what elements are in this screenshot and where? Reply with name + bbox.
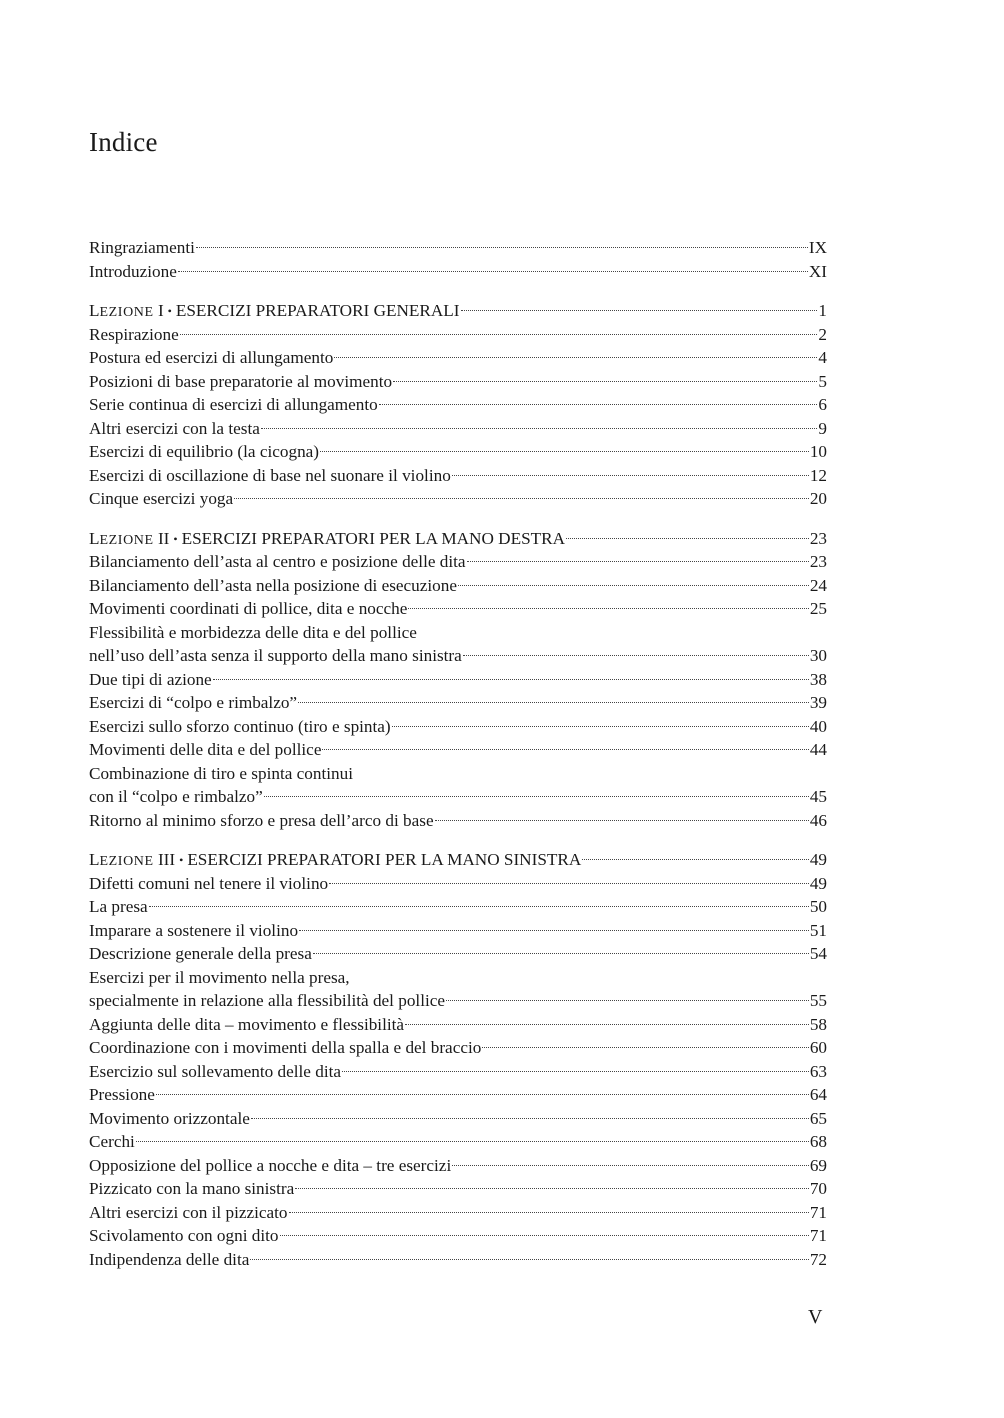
- toc-entry-label-line1[interactable]: Combinazione di tiro e spinta continui: [89, 763, 353, 783]
- lesson-heading[interactable]: [89, 527, 827, 551]
- toc-entry[interactable]: [89, 1224, 827, 1248]
- toc-entry-label: Cerchi: [89, 1132, 135, 1151]
- toc-entry-page: 50: [809, 897, 827, 916]
- toc-entry[interactable]: [89, 1177, 827, 1201]
- toc-entry-label: Posizioni di base preparatorie al movimento: [89, 371, 393, 391]
- dot-leader: [295, 1188, 809, 1189]
- toc-entry-page: 68: [809, 1132, 827, 1151]
- toc-entry-label: Descrizione generale della presa: [89, 944, 312, 963]
- toc-entry[interactable]: [89, 236, 827, 260]
- toc-entry-page: 5: [818, 371, 827, 391]
- toc-entry-page: IX: [808, 238, 827, 257]
- dot-leader: [461, 310, 818, 311]
- toc-entry-page: 12: [809, 465, 827, 485]
- bullet-separator: •: [179, 853, 184, 867]
- dot-leader: [313, 953, 809, 954]
- toc-entry-label: Movimento orizzontale: [89, 1108, 250, 1128]
- toc-entry-label: Ringraziamenti: [89, 238, 195, 257]
- toc-entry-page: 30: [809, 646, 827, 665]
- toc-entry-label-line1[interactable]: Esercizi per il movimento nella presa,: [89, 967, 350, 987]
- lesson-heading-label: [89, 527, 565, 553]
- dot-leader: [261, 428, 818, 429]
- toc-entry-label: Cinque esercizi yoga: [89, 489, 234, 508]
- dot-leader: [213, 679, 809, 680]
- toc-entry-page: 40: [809, 716, 827, 736]
- toc-entry-label: Difetti comuni nel tenere il violino: [89, 873, 329, 893]
- toc-entry-label: Esercizio sul sollevamento delle dita: [89, 1061, 342, 1081]
- toc-entry[interactable]: [89, 895, 827, 919]
- toc-entry[interactable]: [89, 989, 827, 1013]
- toc-entry-label: Coordinazione con i movimenti della spalla e del braccio: [89, 1038, 482, 1057]
- dot-leader: [408, 608, 808, 609]
- toc-entry-page: 45: [809, 787, 827, 806]
- toc-entry[interactable]: [89, 691, 827, 715]
- dot-leader: [582, 859, 809, 860]
- toc-entry-page: 44: [809, 740, 827, 759]
- toc-entry-label: Respirazione: [89, 324, 179, 344]
- toc-entry[interactable]: [89, 1013, 827, 1037]
- lesson-heading[interactable]: [89, 299, 827, 323]
- dot-leader: [435, 820, 809, 821]
- dot-leader: [393, 381, 817, 382]
- toc-entry-page: 9: [818, 418, 827, 438]
- dot-leader: [298, 702, 809, 703]
- toc-entry-page: 6: [818, 395, 827, 414]
- dot-leader: [289, 1212, 809, 1213]
- lesson-word-rest: EZIONE: [99, 854, 154, 869]
- lesson-title: ESERCIZI PREPARATORI GENERALI: [175, 301, 460, 320]
- toc-entry-page: 20: [809, 489, 827, 508]
- dot-leader: [264, 796, 809, 797]
- toc-entry[interactable]: [89, 323, 827, 347]
- dot-leader: [463, 655, 809, 656]
- toc-entry-page: 38: [809, 669, 827, 689]
- toc-entry[interactable]: [89, 715, 827, 739]
- toc-entry-page: 46: [809, 810, 827, 830]
- toc-entry-page: 49: [809, 873, 827, 893]
- toc-entry-label: Pressione: [89, 1085, 155, 1104]
- toc-entry-page: 51: [809, 920, 827, 940]
- dot-leader: [446, 1000, 809, 1001]
- dot-leader: [250, 1259, 808, 1260]
- lesson-title: ESERCIZI PREPARATORI PER LA MANO SINISTRA: [187, 850, 582, 869]
- toc-entry[interactable]: [89, 1201, 827, 1225]
- lesson-heading[interactable]: [89, 848, 827, 872]
- bullet-separator: •: [173, 531, 178, 546]
- toc-entry-page: 2: [818, 324, 827, 344]
- toc-entry-page: 71: [809, 1226, 827, 1245]
- toc-entry[interactable]: [89, 597, 827, 621]
- toc-entry[interactable]: [89, 346, 827, 370]
- dot-leader: [334, 357, 817, 358]
- toc-entry-label: Esercizi sullo sforzo continuo (tiro e spinta): [89, 716, 391, 736]
- toc-entry-label: Esercizi di equilibrio (la cicogna): [89, 442, 320, 461]
- dot-leader: [392, 726, 809, 727]
- toc-entry-label: La presa: [89, 897, 148, 916]
- toc-entry[interactable]: [89, 738, 827, 762]
- toc-entry-page: 72: [809, 1249, 827, 1269]
- toc-entry-label: Bilanciamento dell’asta al centro e posizione delle dita: [89, 552, 466, 571]
- toc-entry-label: Postura ed esercizi di allungamento: [89, 348, 334, 367]
- toc-entry[interactable]: [89, 1130, 827, 1154]
- toc-entry-label: Ritorno al minimo sforzo e presa dell’arco di base: [89, 810, 434, 830]
- dot-leader: [180, 334, 818, 335]
- toc-entry-page: 63: [809, 1061, 827, 1081]
- dot-leader: [379, 404, 818, 405]
- toc-entry[interactable]: [89, 260, 827, 284]
- toc-entry[interactable]: [89, 574, 827, 598]
- toc-entry[interactable]: [89, 668, 827, 692]
- toc-entry-page: 64: [809, 1085, 827, 1104]
- toc-entry-label: Movimenti delle dita e del pollice: [89, 740, 322, 759]
- lesson-numeral: III: [157, 850, 176, 869]
- toc-entry-page: 55: [809, 991, 827, 1010]
- toc-entry[interactable]: [89, 417, 827, 441]
- toc-entry-label: Movimenti coordinati di pollice, dita e nocche: [89, 599, 408, 618]
- toc-entry[interactable]: [89, 785, 827, 809]
- toc-entry[interactable]: [89, 942, 827, 966]
- toc-entry[interactable]: [89, 464, 827, 488]
- toc-entry-label: nell’uso dell’asta senza il supporto della mano sinistra: [89, 646, 462, 665]
- toc-entry-label: Bilanciamento dell’asta nella posizione di esecuzione: [89, 575, 457, 595]
- toc-entry-label: con il “colpo e rimbalzo”: [89, 787, 263, 806]
- toc-entry-label: Altri esercizi con la testa: [89, 418, 260, 438]
- toc-entry-page: XI: [808, 261, 827, 281]
- toc-entry-label: Aggiunta delle dita – movimento e flessibilità: [89, 1014, 405, 1034]
- dot-leader: [320, 451, 809, 452]
- bullet-separator: •: [167, 304, 172, 318]
- toc-entry[interactable]: [89, 1036, 827, 1060]
- toc-entry[interactable]: [89, 1060, 827, 1084]
- toc-entry-page: 10: [809, 442, 827, 461]
- lesson-word-initial: L: [89, 528, 100, 548]
- lesson-word-rest: EZIONE: [99, 305, 154, 320]
- toc-lesson-3: [89, 848, 827, 1271]
- toc-entry-page: 4: [818, 348, 827, 367]
- toc-entry-page: 54: [809, 944, 827, 963]
- lesson-numeral: I: [157, 301, 164, 320]
- lesson-heading-label: [89, 299, 460, 325]
- toc-entry[interactable]: [89, 809, 827, 833]
- dot-leader: [136, 1141, 809, 1142]
- dot-leader: [234, 498, 809, 499]
- dot-leader: [405, 1024, 809, 1025]
- dot-leader: [322, 749, 808, 750]
- toc-entry-label: Pizzicato con la mano sinistra: [89, 1179, 295, 1198]
- table-of-contents: [89, 236, 827, 1271]
- dot-leader: [178, 271, 808, 272]
- toc-entry[interactable]: [89, 1248, 827, 1272]
- toc-lesson-2: [89, 527, 827, 833]
- lesson-word-rest: EZIONE: [99, 532, 154, 548]
- toc-entry-page: 39: [809, 693, 827, 712]
- toc-entry-page: 71: [809, 1202, 827, 1222]
- toc-front-matter: [89, 236, 827, 283]
- lesson-title: ESERCIZI PREPARATORI PER LA MANO DESTRA: [181, 528, 566, 548]
- dot-leader: [280, 1235, 809, 1236]
- toc-entry-label: Due tipi di azione: [89, 669, 212, 689]
- lesson-word-initial: L: [89, 850, 100, 869]
- lesson-page: 49: [809, 850, 827, 869]
- toc-entry-label-line1[interactable]: Flessibilità e morbidezza delle dita e del pollice: [89, 622, 417, 642]
- dot-leader: [467, 561, 809, 562]
- toc-entry-label: Altri esercizi con il pizzicato: [89, 1202, 288, 1222]
- dot-leader: [299, 930, 809, 931]
- lesson-page: 23: [809, 528, 827, 548]
- dot-leader: [196, 247, 808, 248]
- toc-entry[interactable]: [89, 370, 827, 394]
- dot-leader: [566, 538, 809, 539]
- dot-leader: [458, 585, 809, 586]
- toc-entry-page: 60: [809, 1038, 827, 1057]
- dot-leader: [329, 883, 809, 884]
- dot-leader: [482, 1047, 808, 1048]
- page-title: Indice: [89, 127, 158, 157]
- toc-entry[interactable]: [89, 550, 827, 574]
- toc-entry[interactable]: [89, 1107, 827, 1131]
- toc-entry-page: 70: [809, 1179, 827, 1198]
- toc-entry-label: Introduzione: [89, 261, 177, 281]
- dot-leader: [251, 1118, 809, 1119]
- toc-entry[interactable]: [89, 919, 827, 943]
- toc-entry-page: 25: [809, 599, 827, 618]
- lesson-word-initial: L: [89, 301, 100, 320]
- toc-entry[interactable]: [89, 487, 827, 511]
- toc-entry-label: Opposizione del pollice a nocche e dita – tre esercizi: [89, 1155, 452, 1175]
- toc-entry-label: specialmente in relazione alla flessibilità del pollice: [89, 991, 446, 1010]
- dot-leader: [452, 1165, 809, 1166]
- toc-entry[interactable]: [89, 1154, 827, 1178]
- toc-entry-label: Esercizi di “colpo e rimbalzo”: [89, 693, 298, 712]
- lesson-page: 1: [818, 301, 827, 320]
- toc-entry-label: Serie continua di esercizi di allungamento: [89, 395, 378, 414]
- toc-entry[interactable]: [89, 872, 827, 896]
- dot-leader: [149, 906, 809, 907]
- toc-entry-page: 23: [809, 552, 827, 571]
- toc-lesson-1: [89, 299, 827, 511]
- toc-entry[interactable]: [89, 644, 827, 668]
- toc-entry-page: 65: [809, 1108, 827, 1128]
- lesson-numeral: II: [157, 528, 170, 548]
- page-number: V: [808, 1306, 823, 1328]
- toc-entry-label: Indipendenza delle dita: [89, 1249, 250, 1269]
- lesson-heading-label: [89, 848, 581, 874]
- toc-entry-page: 24: [809, 575, 827, 595]
- toc-entry-label: Scivolamento con ogni dito: [89, 1226, 279, 1245]
- toc-entry[interactable]: [89, 393, 827, 417]
- dot-leader: [342, 1071, 809, 1072]
- dot-leader: [156, 1094, 809, 1095]
- toc-entry[interactable]: [89, 1083, 827, 1107]
- toc-entry-page: 58: [809, 1014, 827, 1034]
- dot-leader: [452, 475, 809, 476]
- toc-entry-label: Imparare a sostenere il violino: [89, 920, 299, 940]
- toc-entry-page: 69: [809, 1155, 827, 1175]
- toc-entry-label: Esercizi di oscillazione di base nel suonare il violino: [89, 465, 451, 485]
- toc-entry[interactable]: [89, 440, 827, 464]
